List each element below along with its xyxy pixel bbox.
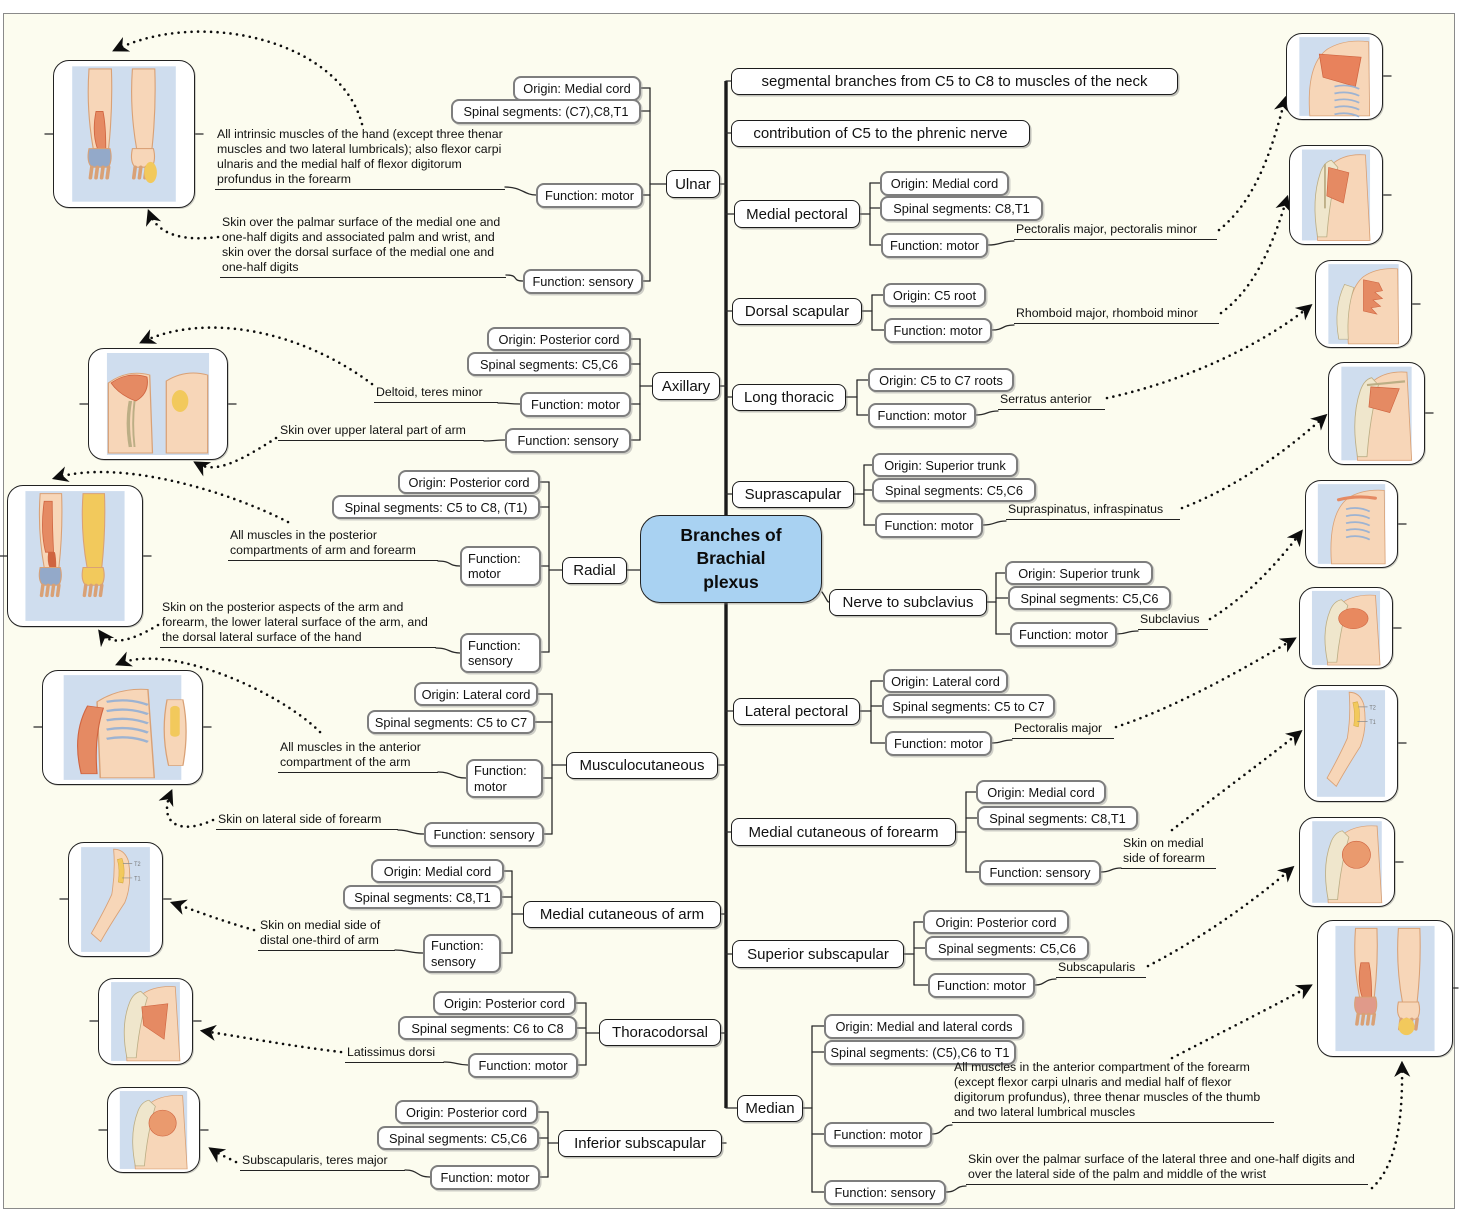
node-medial-cutaneous-arm-function-sensory[interactable]: Function: sensory <box>423 934 501 973</box>
callout-radial-motor-target[interactable]: All muscles in the posterior compartments of arm and forearm <box>228 528 438 561</box>
node-musculocutaneous-function-motor[interactable]: Function: motor <box>466 759 543 798</box>
node-axillary[interactable]: Axillary <box>652 372 720 400</box>
node-suprascapular[interactable]: Suprascapular <box>732 481 854 508</box>
root-label: Branches of Brachial plexus <box>680 524 782 592</box>
callout-radial-sensory-target[interactable]: Skin on the posterior aspects of the arm and forearm, the lower lateral surface of the arm, and the dorsal lateral surface of the hand <box>160 600 436 648</box>
node-axillary-spinal-segments[interactable]: Spinal segments: C5,C6 <box>467 352 631 376</box>
thumb-musculocutaneous-distribution-image-art <box>43 671 202 784</box>
node-long-thoracic[interactable]: Long thoracic <box>732 384 846 411</box>
callout-medial-cutaneous-forearm-sensory-target[interactable]: Skin on medial side of forearm <box>1121 836 1216 869</box>
svg-text:T1: T1 <box>1369 719 1376 727</box>
node-nerve-to-subclavius-spinal-segments[interactable]: Spinal segments: C5,C6 <box>1008 586 1171 610</box>
thumb-median-distribution-image[interactable] <box>1317 920 1453 1057</box>
thumb-thoracodorsal-latissimus-image-art <box>99 979 192 1064</box>
callout-median-sensory-target[interactable]: Skin over the palmar surface of the lateral three and one-half digits and over the lateral side of the palm and middle of the wrist <box>966 1152 1368 1185</box>
callout-thoracodorsal-motor-target[interactable]: Latissimus dorsi <box>345 1045 444 1063</box>
thumb-suprascapular-image[interactable] <box>1328 362 1425 465</box>
node-lateral-pectoral[interactable]: Lateral pectoral <box>733 698 860 725</box>
node-nerve-to-subclavius-function-motor[interactable]: Function: motor <box>1010 622 1117 647</box>
node-median-function-motor[interactable]: Function: motor <box>824 1122 932 1147</box>
thumb-musculocutaneous-distribution-image[interactable] <box>42 670 203 785</box>
node-medial-pectoral[interactable]: Medial pectoral <box>734 200 860 228</box>
node-superior-subscapular-spinal-segments[interactable]: Spinal segments: C5,C6 <box>925 936 1089 960</box>
node-thoracodorsal-function-motor[interactable]: Function: motor <box>468 1053 578 1078</box>
node-radial-function-motor[interactable]: Function: motor <box>460 546 541 586</box>
node-phrenic-contribution[interactable]: contribution of C5 to the phrenic nerve <box>731 120 1030 147</box>
thumb-superior-subscapular-image[interactable] <box>1299 817 1395 907</box>
callout-ulnar-sensory-target[interactable]: Skin over the palmar surface of the medial one and one-half digits and associated palm and wrist, and skin over the dorsal surface of the medial one and one-half digits <box>220 215 506 278</box>
callout-ulnar-motor-target[interactable]: All intrinsic muscles of the hand (except three thenar muscles and two lateral lumbricals); also flexor carpi ulnaris and the medial half of flexor digitorum profundus in the forearm <box>215 127 505 190</box>
callout-median-motor-target[interactable]: All muscles in the anterior compartment of the forearm (except flexor carpi ulnaris and medial half of flexor digitorum profundus), three thenar muscles of the thumb and two lateral lumbrical muscles <box>952 1060 1274 1123</box>
node-medial-cutaneous-arm-spinal-segments[interactable]: Spinal segments: C8,T1 <box>343 885 502 909</box>
callout-axillary-motor-target[interactable]: Deltoid, teres minor <box>374 385 498 403</box>
node-median[interactable]: Median <box>737 1095 803 1122</box>
node-inferior-subscapular-spinal-segments[interactable]: Spinal segments: C5,C6 <box>377 1126 539 1150</box>
node-suprascapular-spinal-segments[interactable]: Spinal segments: C5,C6 <box>872 478 1036 502</box>
thumb-axillary-distribution-image-art <box>89 349 227 459</box>
thumb-axillary-distribution-image[interactable] <box>88 348 228 460</box>
node-lateral-pectoral-function-motor[interactable]: Function: motor <box>885 731 992 756</box>
node-radial-origin[interactable]: Origin: Posterior cord <box>398 470 540 494</box>
node-ulnar-function-motor[interactable]: Function: motor <box>536 183 643 208</box>
thumb-inferior-subscapular-image[interactable] <box>107 1087 200 1173</box>
callout-lateral-pectoral-motor-target[interactable]: Pectoralis major <box>1012 721 1114 739</box>
thumb-medial-cutaneous-arm-image-art <box>69 843 162 956</box>
thumb-medial-pectoral-image[interactable] <box>1286 33 1383 120</box>
node-ulnar-function-sensory[interactable]: Function: sensory <box>523 269 643 294</box>
node-ulnar-spinal-segments[interactable]: Spinal segments: (C7),C8,T1 <box>451 99 641 124</box>
thumb-superior-subscapular-image-art <box>1300 818 1394 906</box>
node-superior-subscapular[interactable]: Superior subscapular <box>732 940 904 968</box>
node-median-function-sensory[interactable]: Function: sensory <box>824 1180 946 1205</box>
thumb-inferior-subscapular-image-art <box>108 1088 199 1172</box>
node-axillary-function-motor[interactable]: Function: motor <box>520 392 631 417</box>
callout-medial-cutaneous-arm-sensory-target[interactable]: Skin on medial side of distal one-third of arm <box>258 918 395 951</box>
node-radial-function-sensory[interactable]: Function: sensory <box>460 633 541 673</box>
thumb-suprascapular-image-art <box>1329 363 1424 464</box>
thumb-radial-distribution-image-art <box>8 486 142 626</box>
node-axillary-origin[interactable]: Origin: Posterior cord <box>487 327 631 351</box>
callout-dorsal-scapular-motor-target[interactable]: Rhomboid major, rhomboid minor <box>1014 306 1219 324</box>
node-inferior-subscapular[interactable]: Inferior subscapular <box>558 1130 722 1157</box>
node-long-thoracic-origin[interactable]: Origin: C5 to C7 roots <box>868 368 1014 392</box>
thumb-radial-distribution-image[interactable] <box>7 485 143 627</box>
thumb-subclavius-image[interactable] <box>1305 480 1398 568</box>
node-suprascapular-function-motor[interactable]: Function: motor <box>875 513 983 538</box>
thumb-medial-cutaneous-forearm-image[interactable] <box>1304 685 1398 802</box>
root-node[interactable] <box>640 515 822 603</box>
node-medial-pectoral-function-motor[interactable]: Function: motor <box>881 233 988 258</box>
thumb-long-thoracic-serratus-image[interactable] <box>1315 260 1412 348</box>
node-medial-cutaneous-forearm-spinal-segments[interactable]: Spinal segments: C8,T1 <box>977 806 1138 830</box>
callout-nerve-to-subclavius-motor-target[interactable]: Subclavius <box>1138 612 1208 630</box>
node-lateral-pectoral-spinal-segments[interactable]: Spinal segments: C5 to C7 <box>882 694 1055 718</box>
thumb-medial-cutaneous-forearm-image-art <box>1305 686 1397 801</box>
node-dorsal-scapular[interactable]: Dorsal scapular <box>732 298 862 325</box>
node-musculocutaneous-origin[interactable]: Origin: Lateral cord <box>414 682 538 706</box>
thumb-long-thoracic-serratus-image-art <box>1316 261 1411 347</box>
node-medial-cutaneous-arm-origin[interactable]: Origin: Medial cord <box>371 859 504 883</box>
thumb-ulnar-distribution-image[interactable] <box>53 60 195 208</box>
callout-long-thoracic-motor-target[interactable]: Serratus anterior <box>998 392 1105 410</box>
thumb-lateral-pectoral-image-art <box>1300 588 1392 668</box>
node-axillary-function-sensory[interactable]: Function: sensory <box>505 428 631 453</box>
node-dorsal-scapular-function-motor[interactable]: Function: motor <box>884 318 992 343</box>
node-median-spinal-segments[interactable]: Spinal segments: (C5),C6 to T1 <box>824 1040 1016 1065</box>
node-long-thoracic-function-motor[interactable]: Function: motor <box>868 403 976 428</box>
node-suprascapular-origin[interactable]: Origin: Superior trunk <box>872 453 1018 477</box>
node-thoracodorsal[interactable]: Thoracodorsal <box>599 1019 721 1046</box>
node-thoracodorsal-spinal-segments[interactable]: Spinal segments: C6 to C8 <box>398 1016 577 1040</box>
node-thoracodorsal-origin[interactable]: Origin: Posterior cord <box>433 991 576 1015</box>
thumb-subclavius-image-art <box>1306 481 1397 567</box>
node-medial-pectoral-spinal-segments[interactable]: Spinal segments: C8,T1 <box>880 196 1043 221</box>
thumb-thoracodorsal-latissimus-image[interactable] <box>98 978 193 1065</box>
node-ulnar[interactable]: Ulnar <box>666 170 720 198</box>
node-medial-pectoral-origin[interactable]: Origin: Medial cord <box>880 171 1009 196</box>
callout-inferior-subscapular-motor-target[interactable]: Subscapularis, teres major <box>240 1153 405 1171</box>
node-medial-cutaneous-arm[interactable]: Medial cutaneous of arm <box>523 901 721 928</box>
svg-text:T1: T1 <box>134 876 141 883</box>
thumb-ulnar-distribution-image-art <box>54 61 194 207</box>
thumb-lateral-pectoral-image[interactable] <box>1299 587 1393 669</box>
svg-text:T2: T2 <box>1369 705 1376 712</box>
node-superior-subscapular-function-motor[interactable]: Function: motor <box>928 973 1035 998</box>
node-medial-cutaneous-forearm-origin[interactable]: Origin: Medial cord <box>976 780 1106 804</box>
node-medial-cutaneous-forearm-function-sensory[interactable]: Function: sensory <box>979 860 1101 885</box>
thumb-dorsal-scapular-rhomboid-image[interactable] <box>1289 145 1383 245</box>
node-musculocutaneous[interactable]: Musculocutaneous <box>566 752 718 779</box>
thumb-medial-pectoral-image-art <box>1287 34 1382 119</box>
thumb-dorsal-scapular-rhomboid-image-art <box>1290 146 1382 244</box>
svg-text:T2: T2 <box>134 861 141 869</box>
node-medial-cutaneous-forearm[interactable]: Medial cutaneous of forearm <box>731 818 956 846</box>
node-inferior-subscapular-origin[interactable]: Origin: Posterior cord <box>395 1100 538 1124</box>
node-radial[interactable]: Radial <box>562 557 627 584</box>
callout-musculocutaneous-motor-target[interactable]: All muscles in the anterior compartment of the arm <box>278 740 438 773</box>
node-radial-spinal-segments[interactable]: Spinal segments: C5 to C8, (T1) <box>332 495 540 519</box>
node-nerve-to-subclavius[interactable]: Nerve to subclavius <box>829 589 987 616</box>
thumb-median-distribution-image-art <box>1318 921 1452 1056</box>
callout-superior-subscapular-motor-target[interactable]: Subscapularis <box>1056 960 1146 978</box>
node-inferior-subscapular-function-motor[interactable]: Function: motor <box>430 1165 540 1190</box>
node-ulnar-origin[interactable]: Origin: Medial cord <box>513 76 641 101</box>
thumb-medial-cutaneous-arm-image[interactable] <box>68 842 163 957</box>
node-superior-subscapular-origin[interactable]: Origin: Posterior cord <box>923 910 1069 934</box>
node-nerve-to-subclavius-origin[interactable]: Origin: Superior trunk <box>1005 561 1153 585</box>
node-dorsal-scapular-origin[interactable]: Origin: C5 root <box>883 283 986 307</box>
node-segmental-branches[interactable]: segmental branches from C5 to C8 to muscles of the neck <box>731 68 1178 95</box>
callout-medial-pectoral-motor-target[interactable]: Pectoralis major, pectoralis minor <box>1014 222 1217 240</box>
callout-axillary-sensory-target[interactable]: Skin over upper lateral part of arm <box>278 423 484 441</box>
callout-musculocutaneous-sensory-target[interactable]: Skin on lateral side of forearm <box>216 812 398 830</box>
node-musculocutaneous-spinal-segments[interactable]: Spinal segments: C5 to C7 <box>367 710 535 734</box>
callout-suprascapular-motor-target[interactable]: Supraspinatus, infraspinatus <box>1006 502 1180 520</box>
node-musculocutaneous-function-sensory[interactable]: Function: sensory <box>424 822 544 847</box>
node-lateral-pectoral-origin[interactable]: Origin: Lateral cord <box>883 669 1008 693</box>
node-median-origin[interactable]: Origin: Medial and lateral cords <box>824 1014 1024 1039</box>
